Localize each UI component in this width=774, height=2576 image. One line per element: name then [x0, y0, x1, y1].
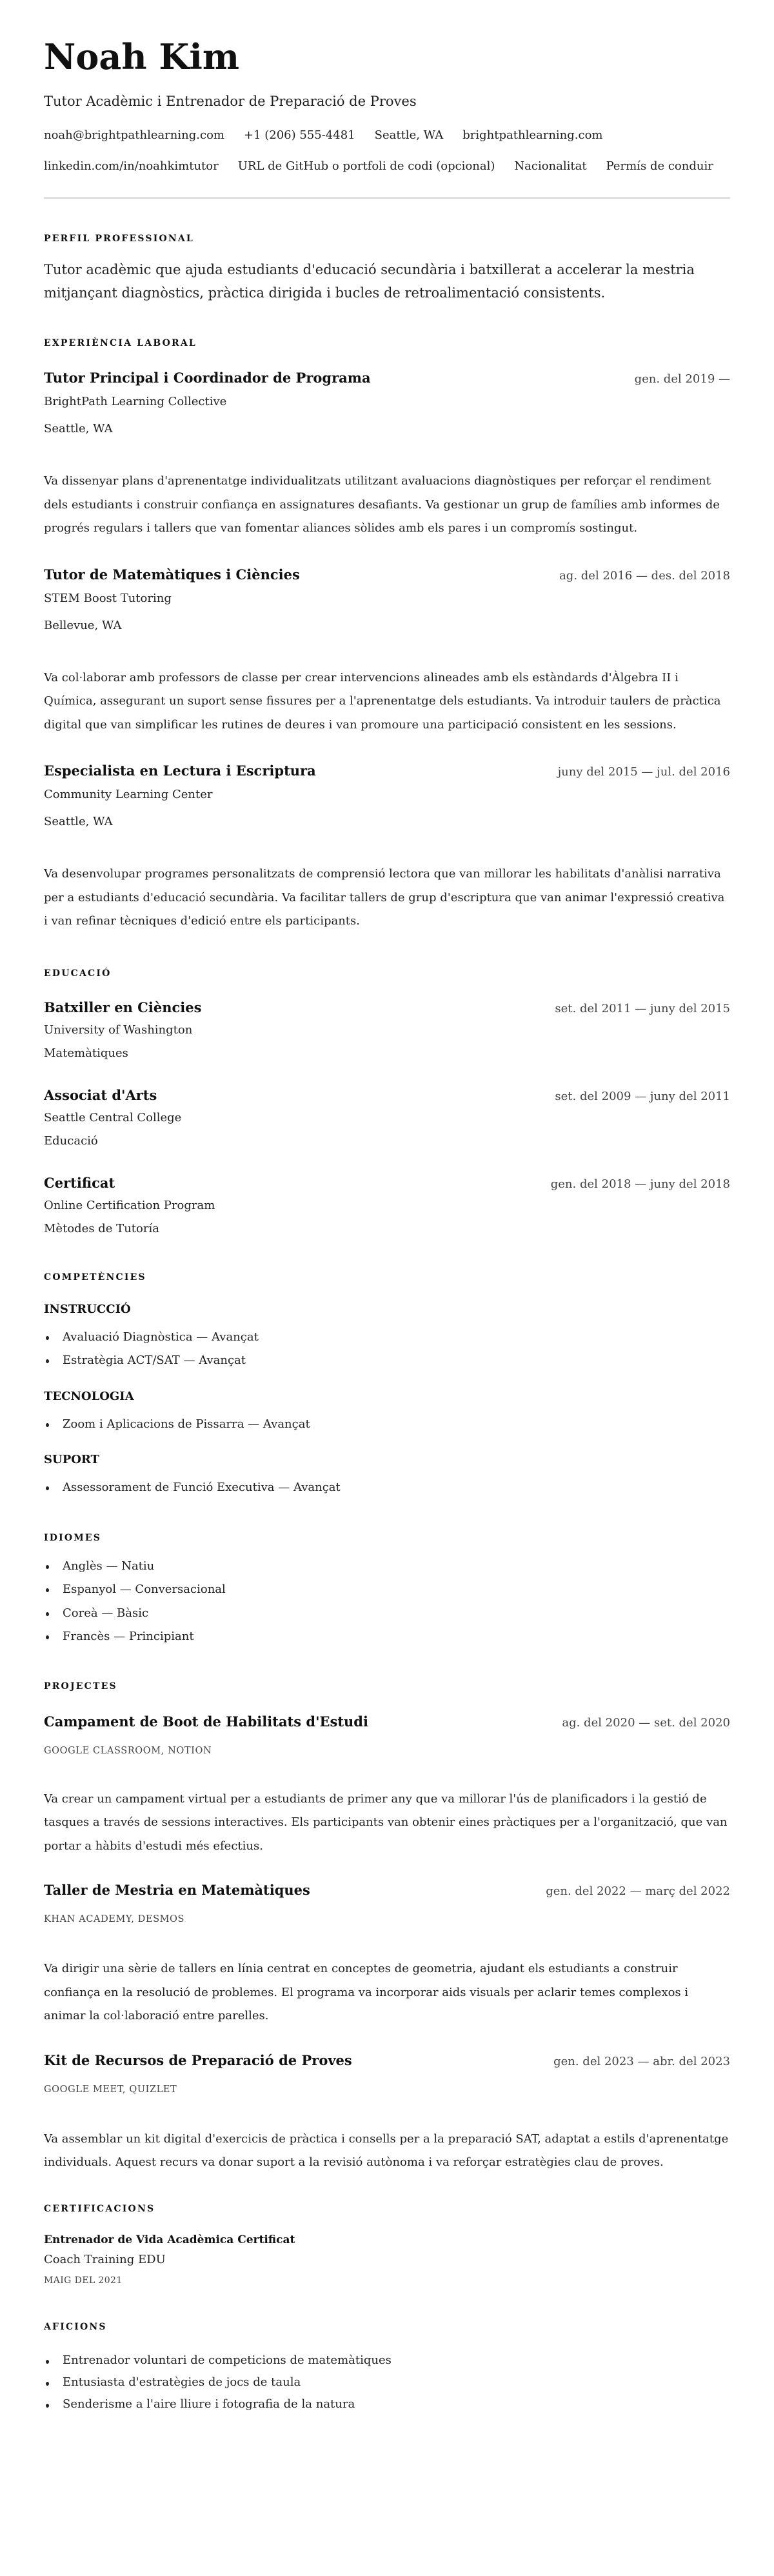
skill-item: Zoom i Aplicacions de Pissarra — Avançat [44, 1413, 730, 1437]
project-entry [44, 2051, 730, 2175]
project-dates: gen. del 2022 — març del 2022 [546, 1884, 730, 1898]
job-location: Seattle, WA [44, 422, 113, 435]
projects-section [44, 1680, 730, 2175]
project-description: Va crear un campament virtual per a estudiants de primer any que va millorar l'ús de planificadors i la gestió de tasques a través de sessions interactives. Els participants van obtenir eines pràctiques per a l'organització, que van portar a hàbits d'estudi més efectius. [44, 1792, 728, 1853]
project-title: Kit de Recursos de Preparació de Proves [44, 2052, 352, 2068]
section-heading: EDUCACIÓ [44, 968, 112, 979]
project-entry [44, 1881, 730, 2028]
degree: Batxiller en Ciències [44, 999, 202, 1015]
contact-website[interactable]: brightpathlearning.com [462, 128, 603, 142]
job-company: Community Learning Center [44, 788, 213, 801]
project-tech: KHAN ACADEMY, DESMOS [44, 1914, 185, 1924]
certifications-section [44, 2202, 730, 2290]
project-dates: gen. del 2023 — abr. del 2023 [553, 2054, 730, 2068]
language-item: Anglès — Natiu [44, 1555, 730, 1579]
degree: Certificat [44, 1174, 115, 1191]
certification-title: Entrenador de Vida Acadèmica Certificat [44, 2233, 295, 2246]
project-tech: GOOGLE CLASSROOM, NOTION [44, 1745, 212, 1756]
section-heading: PERFIL PROFESSIONAL [44, 234, 194, 244]
contact-linkedin[interactable]: linkedin.com/in/noahkimtutor [44, 159, 219, 173]
section-heading: CERTIFICACIONS [44, 2203, 155, 2214]
header-divider [44, 197, 730, 199]
section-heading: IDIOMES [44, 1532, 102, 1543]
candidate-name: Noah Kim [44, 36, 240, 77]
job-description: Va dissenyar plans d'aprenentatge individualitzats utilitzant avaluacions diagnòstiques per reforçar el rendiment dels estudiants i construir confiança en assignatures desafiants. Va gestionar un grup de famílies amb informes de progrés regulars i tallers que van fomentar aliances sòlides amb els pares i un compromís sostingut. [44, 474, 720, 535]
job-dates: juny del 2015 — jul. del 2016 [557, 765, 730, 779]
resume-header [44, 36, 730, 182]
hobby-list [44, 2350, 730, 2415]
education-dates: gen. del 2018 — juny del 2018 [550, 1177, 730, 1191]
language-list [44, 1555, 730, 1649]
section-heading: EXPERIÈNCIA LABORAL [44, 338, 197, 348]
project-description: Va dirigir una sèrie de tallers en línia centrat en conceptes de geometria, ajudant els estudiants a construir confiança en la resolució de problemes. El programa va incorporar aids visuals per aclarir temes complexos i animar la col·laboració entre parelles. [44, 1962, 689, 2022]
contact-github: URL de GitHub o portfoli de codi (opcional) [237, 159, 495, 173]
language-item: Espanyol — Conversacional [44, 1578, 730, 1602]
hobby-item: Entusiasta d'estratègies de jocs de taula [44, 2371, 730, 2393]
job-title: Especialista en Lectura i Escriptura [44, 763, 316, 779]
field: Educació [44, 1133, 98, 1148]
project-dates: ag. del 2020 — set. del 2020 [562, 1715, 730, 1730]
job-entry [44, 368, 730, 541]
certification-date: MAIG DEL 2021 [44, 2275, 123, 2286]
education-section [44, 967, 730, 1241]
hobbies-section [44, 2321, 730, 2415]
summary-text: Tutor acadèmic que ajuda estudiants d'educació secundària i batxillerat a accelerar la mestria mitjançant diagnòstics, pràctica dirigida i bucles de retroalimentació consistents. [44, 262, 695, 301]
job-location: Seattle, WA [44, 815, 113, 828]
job-dates: gen. del 2019 — [634, 372, 730, 386]
job-description: Va desenvolupar programes personalitzats de comprensió lectora que van millorar les habilitats d'anàlisi narrativa per a estudiants d'educació secundària. Va facilitar tallers de grup d'escriptura que van animar l'expressió creativa i van refinar tècniques d'edició entre els participants. [44, 867, 725, 928]
job-company: STEM Boost Tutoring [44, 591, 172, 605]
school: University of Washington [44, 1023, 193, 1037]
skill-item: Avaluació Diagnòstica — Avançat [44, 1326, 730, 1350]
project-title: Campament de Boot de Habilitats d'Estudi [44, 1713, 368, 1730]
contact-location: Seattle, WA [374, 128, 444, 142]
job-entry [44, 565, 730, 737]
language-item: Francès — Principiant [44, 1625, 730, 1649]
hobby-item: Entrenador voluntari de competicions de matemàtiques [44, 2350, 730, 2371]
contact-driving-license: Permís de conduir [606, 159, 713, 173]
section-heading: PROJECTES [44, 1681, 117, 1692]
skill-group-heading: TECNOLOGIA [44, 1389, 134, 1403]
skill-group-heading: INSTRUCCIÓ [44, 1302, 131, 1316]
job-location: Bellevue, WA [44, 618, 122, 632]
project-description: Va assemblar un kit digital d'exercicis de pràctica i consells per a la preparació SAT, adaptat a estils d'aprenentatge individuals. Aquest recurs va donar suport a la revisió autònoma i va reforçar estratègies clau de proves. [44, 2132, 729, 2169]
job-dates: ag. del 2016 — des. del 2018 [559, 568, 730, 583]
education-dates: set. del 2011 — juny del 2015 [555, 1001, 730, 1015]
skill-list [44, 1476, 730, 1500]
contact-email[interactable]: noah@brightpathlearning.com [44, 128, 224, 142]
job-title: Tutor de Matemàtiques i Ciències [44, 566, 300, 583]
summary-section [44, 232, 730, 305]
job-title: Tutor Principal i Coordinador de Programa [44, 370, 371, 386]
skills-section [44, 1271, 730, 1500]
education-entry [44, 1086, 730, 1153]
skill-group-heading: SUPORT [44, 1453, 99, 1466]
project-tech: GOOGLE MEET, QUIZLET [44, 2084, 177, 2095]
contact-phone: +1 (206) 555-4481 [243, 128, 355, 142]
degree: Associat d'Arts [44, 1086, 157, 1103]
language-item: Coreà — Bàsic [44, 1602, 730, 1626]
candidate-title: Tutor Acadèmic i Entrenador de Preparació de Proves [44, 94, 417, 109]
project-entry [44, 1712, 730, 1859]
section-heading: COMPETÈNCIES [44, 1272, 146, 1283]
certification-issuer: Coach Training EDU [44, 2252, 166, 2266]
languages-section [44, 1532, 730, 1649]
experience-section [44, 337, 730, 934]
skill-list [44, 1326, 730, 1373]
field: Mètodes de Tutoría [44, 1221, 159, 1235]
school: Online Certification Program [44, 1198, 215, 1212]
skill-item: Estratègia ACT/SAT — Avançat [44, 1349, 730, 1373]
hobby-item: Senderisme a l'aire lliure i fotografia de la natura [44, 2393, 730, 2415]
education-dates: set. del 2009 — juny del 2011 [555, 1089, 730, 1103]
project-title: Taller de Mestria en Matemàtiques [44, 1882, 310, 1898]
contact-list [44, 120, 730, 182]
education-entry [44, 1173, 730, 1241]
job-entry [44, 761, 730, 934]
school: Seattle Central College [44, 1110, 182, 1124]
contact-nationality: Nacionalitat [514, 159, 587, 173]
education-entry [44, 998, 730, 1065]
job-description: Va col·laborar amb professors de classe per crear intervencions alineades amb els estàndards d'Àlgebra II i Química, assegurant un suport sense fissures per a l'aprenentatge dels estudiants. Va introduir taulers de pràctica digital que van simplificar les rutines de deures i van promoure una participació consistent en les sessions. [44, 670, 721, 732]
certification-entry [44, 2231, 730, 2290]
job-company: BrightPath Learning Collective [44, 395, 227, 408]
skill-list [44, 1413, 730, 1437]
section-heading: AFICIONS [44, 2321, 107, 2332]
skill-item: Assessorament de Funció Executiva — Avançat [44, 1476, 730, 1500]
field: Matemàtiques [44, 1046, 128, 1060]
